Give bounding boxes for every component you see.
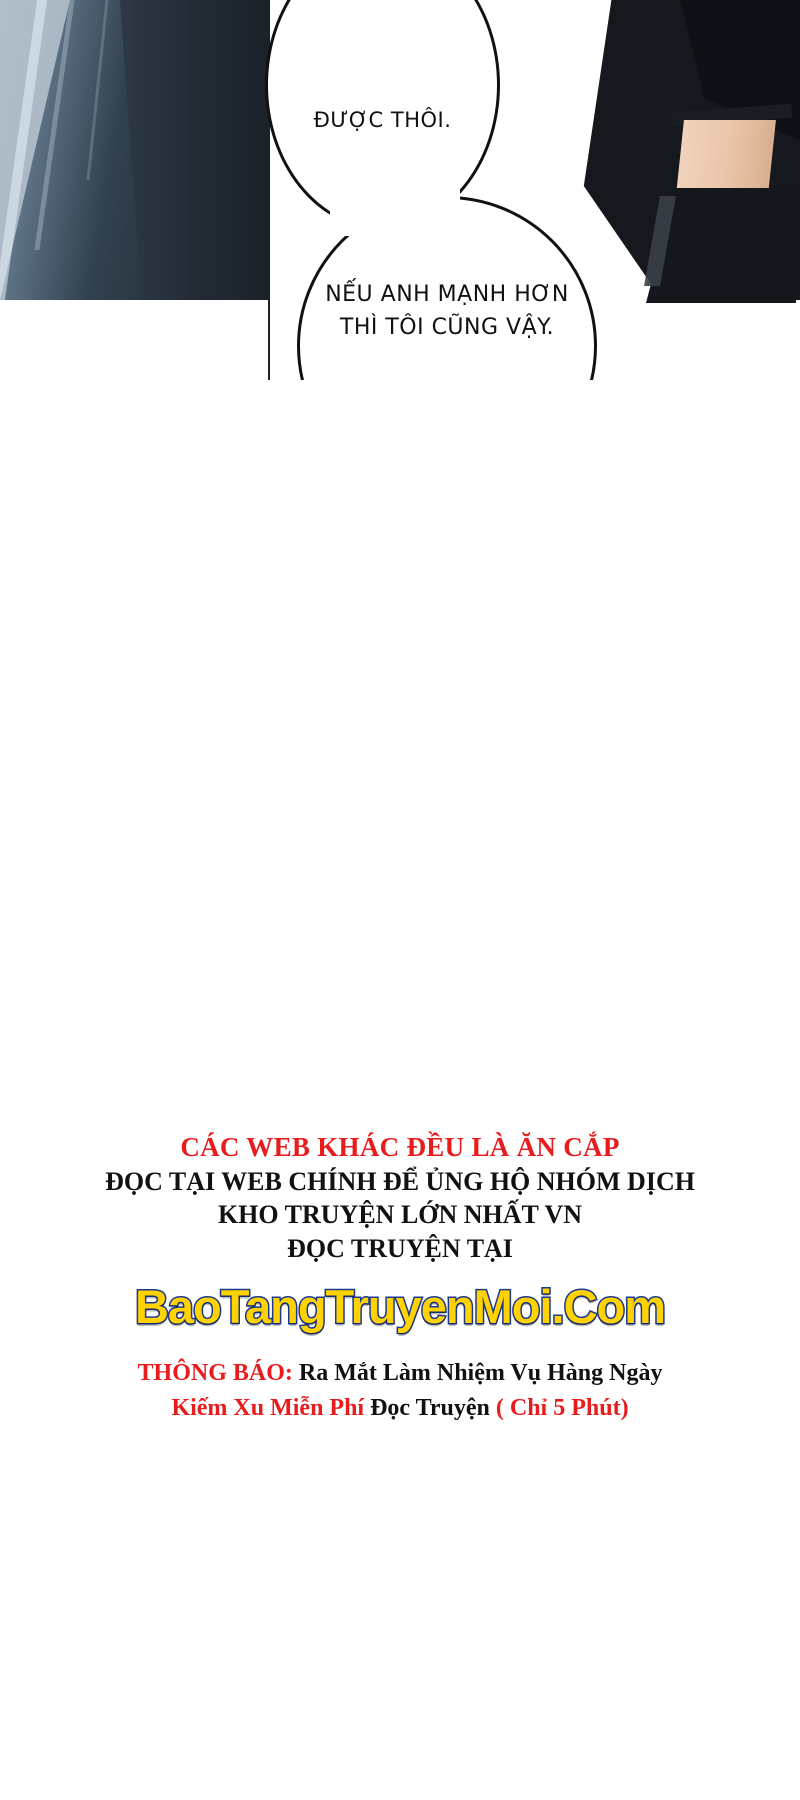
character-skin <box>676 120 776 195</box>
notice-text: Ra Mắt Làm Nhiệm Vụ Hàng Ngày <box>298 1359 663 1386</box>
speech-balloon-2-line2: THÌ TÔI CŨNG VẬY. <box>339 315 555 340</box>
notice-line-1 <box>0 1356 800 1391</box>
site-name-watermark[interactable]: BaoTangTruyenMoi.Com <box>134 1279 666 1333</box>
speech-balloon-2-line1: NẾU ANH MẠNH HƠN <box>325 282 569 307</box>
notice-block <box>0 1356 800 1426</box>
promo-line-3: KHO TRUYỆN LỚN NHẤT VN <box>217 1200 583 1230</box>
balloon-merge-patch <box>330 190 460 236</box>
promo-line-4: ĐỌC TRUYỆN TẠI <box>287 1233 513 1263</box>
promo-line-1: CÁC WEB KHÁC ĐỀU LÀ ĂN CẮP <box>180 1132 620 1162</box>
promo-block <box>0 1130 800 1425</box>
comic-panel <box>0 0 800 380</box>
notice-label: THÔNG BÁO: <box>137 1359 293 1386</box>
wall-streak <box>87 0 109 180</box>
speech-balloon-2-text <box>325 278 569 380</box>
notice-line-2-part-b: Đọc Truyện <box>370 1394 490 1421</box>
promo-line-2: ĐỌC TẠI WEB CHÍNH ĐỂ ỦNG HỘ NHÓM DỊCH <box>105 1167 695 1197</box>
notice-line-2-part-a: Kiếm Xu Miễn Phí <box>171 1394 365 1421</box>
speech-balloon-1-text: ĐƯỢC THÔI. <box>313 107 452 132</box>
notice-line-2 <box>0 1391 800 1426</box>
notice-line-2-part-c: ( Chỉ 5 Phút) <box>495 1394 629 1421</box>
panel-bottom-fade <box>0 300 268 380</box>
